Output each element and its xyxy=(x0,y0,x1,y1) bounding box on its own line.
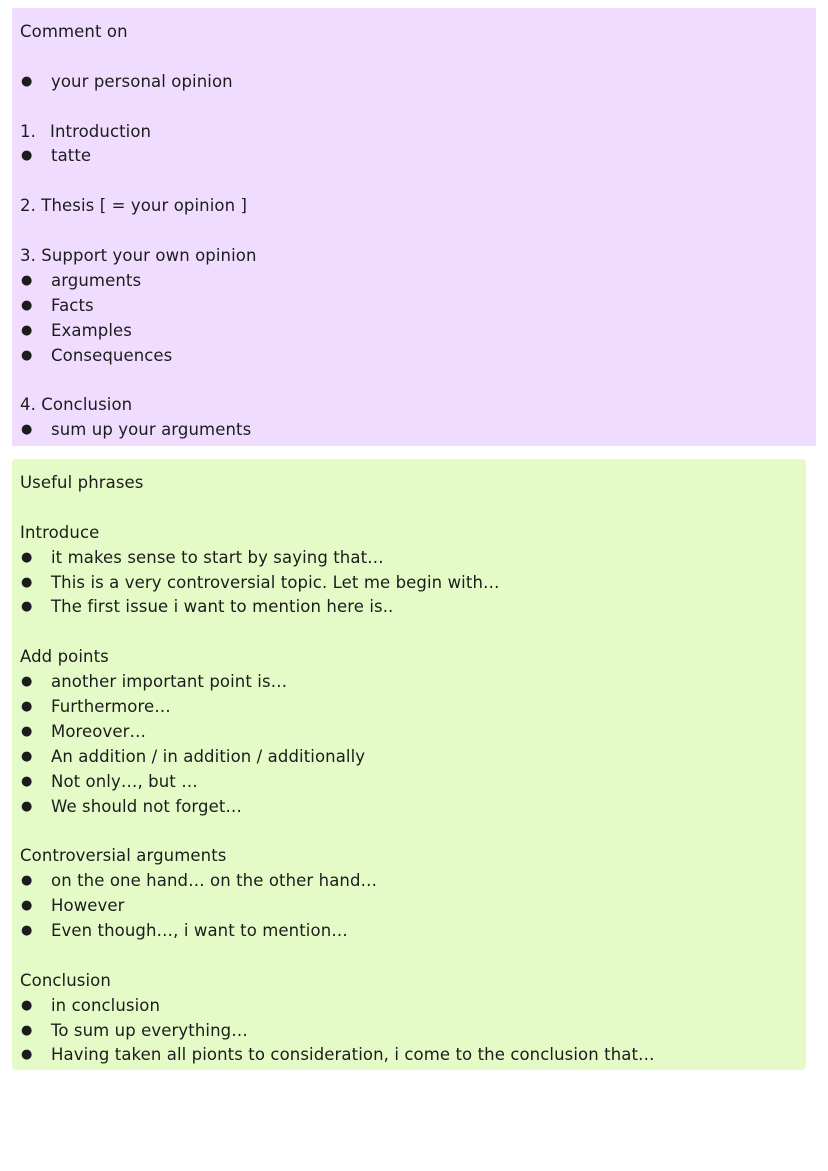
list-item: ● Even though…, i want to mention… xyxy=(20,919,798,944)
list-item: ● Examples xyxy=(20,319,808,344)
bullet-icon: ● xyxy=(21,773,33,789)
heading-controversial: Controversial arguments xyxy=(20,846,227,866)
list-item: ● Consequences xyxy=(20,344,808,369)
bullet-icon: ● xyxy=(21,322,33,338)
list-item: ● Furthermore… xyxy=(20,695,798,720)
list-item: ● in conclusion xyxy=(20,994,798,1019)
bullet-icon: ● xyxy=(21,748,33,764)
useful-phrases-box xyxy=(12,459,806,1070)
bullet-icon: ● xyxy=(21,347,33,363)
bullet-icon: ● xyxy=(21,699,33,715)
bullet-icon: ● xyxy=(21,723,33,739)
list-item: ● Having taken all pionts to consideration, i come to the conclusion that… xyxy=(20,1043,798,1068)
bullet-icon: ● xyxy=(21,798,33,814)
list-item: ● tatte xyxy=(20,144,808,169)
list-item: ● An addition / in addition / additionally xyxy=(20,745,798,770)
bullet-icon: ● xyxy=(21,997,33,1013)
section-heading-support: 3. Support your own opinion xyxy=(20,246,257,266)
list-item: ● We should not forget… xyxy=(20,795,798,820)
bullet-icon: ● xyxy=(21,574,33,590)
bullet-icon: ● xyxy=(21,674,33,690)
list-item: ● Facts xyxy=(20,294,808,319)
list-item: ● sum up your arguments xyxy=(20,418,808,443)
list-item: ● your personal opinion xyxy=(20,70,808,95)
list-item: ● The first issue i want to mention here is.. xyxy=(20,595,798,620)
heading-add-points: Add points xyxy=(20,647,109,667)
bullet-icon: ● xyxy=(21,297,33,313)
list-item: ● Not only…, but … xyxy=(20,770,798,795)
bullet-icon: ● xyxy=(21,148,33,164)
bullet-icon: ● xyxy=(21,599,33,615)
list-item: ● However xyxy=(20,894,798,919)
bullet-icon: ● xyxy=(21,898,33,914)
section-heading-thesis: 2. Thesis [ = your opinion ] xyxy=(20,196,248,216)
bullet-icon: ● xyxy=(21,1022,33,1038)
list-item: ● To sum up everything… xyxy=(20,1019,798,1044)
phrases-title: Useful phrases xyxy=(20,473,144,492)
section-heading-introduction: 1. Introduction xyxy=(20,121,152,141)
list-item: ● it makes sense to start by saying that… xyxy=(20,546,798,571)
bullet-icon: ● xyxy=(21,1047,33,1063)
bullet-icon: ● xyxy=(21,873,33,889)
heading-conclusion: Conclusion xyxy=(20,970,111,990)
heading-introduce: Introduce xyxy=(20,522,100,542)
list-item: ● arguments xyxy=(20,269,808,294)
bullet-icon: ● xyxy=(21,272,33,288)
list-item: ● This is a very controversial topic. Let me begin with… xyxy=(20,571,798,596)
list-item: ● on the one hand… on the other hand… xyxy=(20,869,798,894)
comment-title: Comment on xyxy=(20,22,128,41)
bullet-icon: ● xyxy=(21,422,33,438)
section-heading-conclusion: 4. Conclusion xyxy=(20,395,133,415)
bullet-icon: ● xyxy=(21,923,33,939)
bullet-icon: ● xyxy=(21,549,33,565)
list-item: ● another important point is… xyxy=(20,670,798,695)
comment-on-box xyxy=(12,8,816,446)
list-item: ● Moreover… xyxy=(20,720,798,745)
bullet-icon: ● xyxy=(21,73,33,89)
